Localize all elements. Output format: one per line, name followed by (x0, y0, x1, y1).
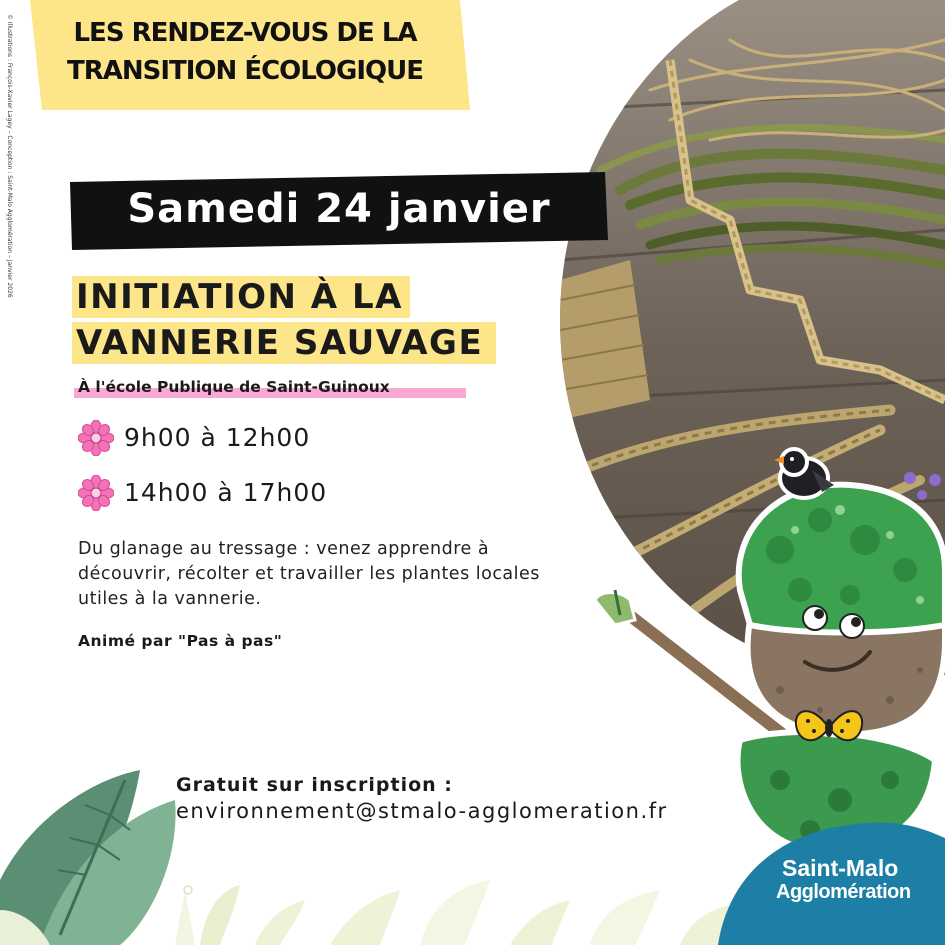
bird-icon (772, 440, 842, 509)
foliage-left-illustration (0, 760, 330, 949)
event-title-line2: VANNERIE SAUVAGE (76, 323, 484, 363)
event-title-line1: INITIATION À LA (76, 277, 403, 317)
logo-text-line2: Agglomération (776, 881, 911, 903)
event-description: Du glanage au tressage : venez apprendre à découvrir, récolter et travailler les plantes locales utiles à la vannerie. (78, 539, 540, 609)
flower-icon (78, 420, 114, 460)
series-title-line1: LES RENDEZ-VOUS DE LA (73, 18, 417, 48)
foliage-bottom-illustration (330, 850, 750, 949)
event-animator: Animé par "Pas à pas" (78, 632, 283, 650)
event-venue: À l'école Publique de Saint-Guinoux (78, 378, 390, 396)
logo-text-line1: Saint-Malo (782, 855, 899, 881)
butterfly-icon (792, 703, 866, 757)
illustration-credit: © Illustrations : François-Xavier Lagey – Conception : Saint-Malo Agglomération – Janvier 2026 (6, 14, 13, 298)
mascot-illustration (590, 440, 945, 864)
series-title-line2: TRANSITION ÉCOLOGIQUE (66, 56, 424, 86)
series-title (20, 14, 470, 90)
time-text: 9h00 à 12h00 (124, 423, 311, 452)
flower-icon (78, 475, 114, 515)
event-date: Samedi 24 janvier (127, 186, 551, 232)
registration-email[interactable]: environnement@stmalo-agglomeration.fr (176, 799, 668, 823)
registration-label: Gratuit sur inscription : (176, 774, 453, 796)
time-text: 14h00 à 17h00 (124, 478, 328, 507)
